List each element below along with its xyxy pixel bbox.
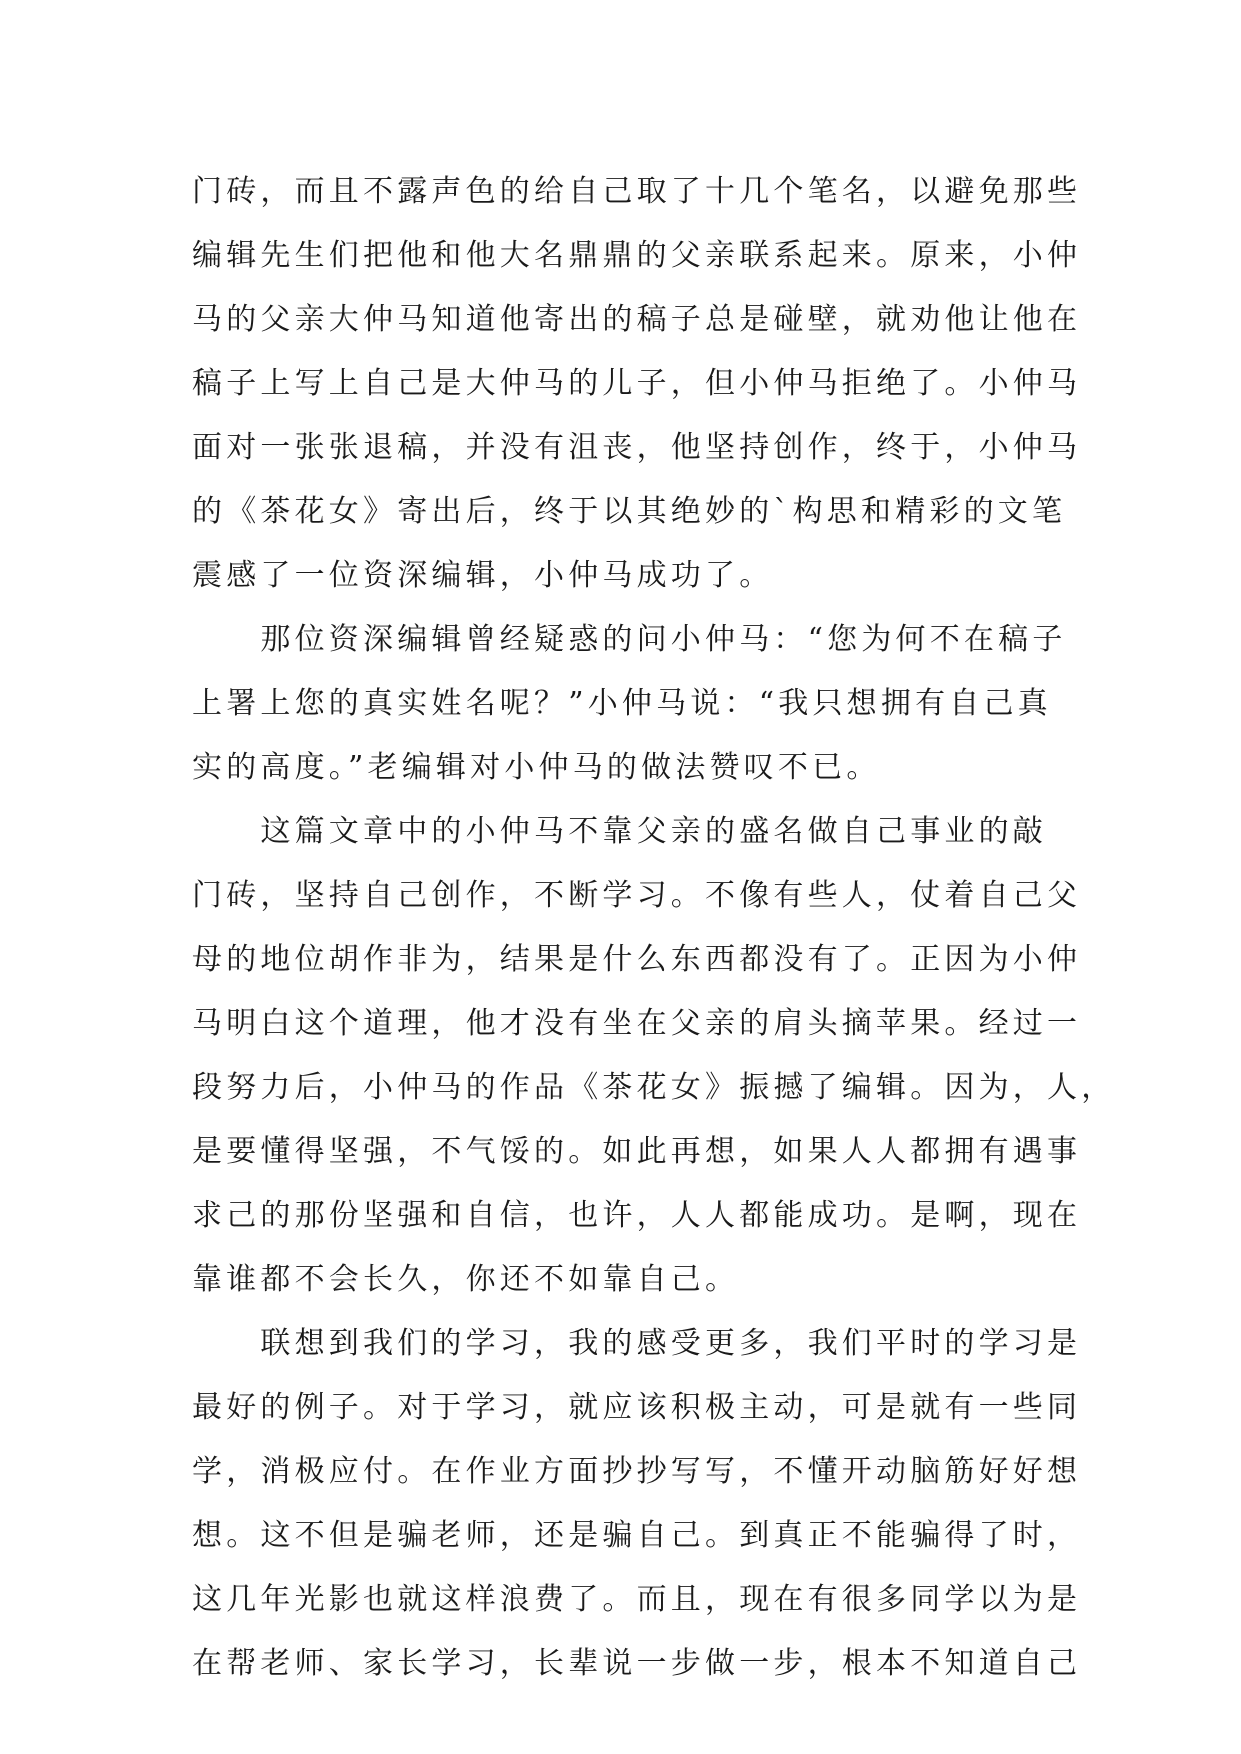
text-line: 母的地位胡作非为，结果是什么东西都没有了。正因为小仲 (192, 942, 1082, 977)
text-line: 联想到我们的学习，我的感受更多，我们平时的学习是 (192, 1326, 1082, 1361)
text-line: 学，消极应付。在作业方面抄抄写写，不懂开动脑筋好好想 (192, 1454, 1082, 1489)
paragraph (192, 160, 1082, 608)
paragraph (192, 800, 1116, 1312)
text-line: 想。这不但是骗老师，还是骗自己。到真正不能骗得了时， (192, 1518, 1082, 1553)
document-body (192, 160, 1116, 1696)
text-line: 实的高度。”老编辑对小仲马的做法赞叹不已。 (192, 750, 881, 785)
text-line: 最好的例子。对于学习，就应该积极主动，可是就有一些同 (192, 1390, 1082, 1425)
text-line: 马明白这个道理，他才没有坐在父亲的肩头摘苹果。经过一 (192, 1006, 1082, 1041)
text-line: 上署上您的真实姓名呢？”小仲马说：“我只想拥有自己真 (192, 686, 1052, 721)
text-line: 求己的那份坚强和自信，也许，人人都能成功。是啊，现在 (192, 1198, 1082, 1233)
text-line: 门砖，坚持自己创作，不断学习。不像有些人，仗着自己父 (192, 878, 1082, 913)
text-line: 震感了一位资深编辑，小仲马成功了。 (192, 558, 774, 593)
text-line: 这几年光影也就这样浪费了。而且，现在有很多同学以为是 (192, 1582, 1082, 1617)
text-line: 是要懂得坚强，不气馁的。如此再想，如果人人都拥有遇事 (192, 1134, 1082, 1169)
text-line: 面对一张张退稿，并没有沮丧，他坚持创作，终于，小仲马 (192, 430, 1082, 465)
paragraph (192, 1312, 1082, 1696)
paragraph (192, 608, 1067, 800)
text-line: 稿子上写上自己是大仲马的儿子，但小仲马拒绝了。小仲马 (192, 366, 1082, 401)
text-line: 马的父亲大仲马知道他寄出的稿子总是碰壁，就劝他让他在 (192, 302, 1082, 337)
text-line: 靠谁都不会长久，你还不如靠自己。 (192, 1262, 740, 1297)
text-line: 门砖，而且不露声色的给自己取了十几个笔名，以避免那些 (192, 174, 1082, 209)
text-line: 的《茶花女》寄出后，终于以其绝妙的`构思和精彩的文笔 (192, 494, 1067, 529)
text-line: 在帮老师、家长学习，长辈说一步做一步，根本不知道自己 (192, 1646, 1082, 1681)
text-line: 那位资深编辑曾经疑惑的问小仲马：“您为何不在稿子 (192, 622, 1067, 657)
text-line: 段努力后，小仲马的作品《茶花女》振撼了编辑。因为，人， (192, 1070, 1116, 1105)
text-line: 这篇文章中的小仲马不靠父亲的盛名做自己事业的敲 (192, 814, 1047, 849)
text-line: 编辑先生们把他和他大名鼎鼎的父亲联系起来。原来，小仲 (192, 238, 1082, 273)
